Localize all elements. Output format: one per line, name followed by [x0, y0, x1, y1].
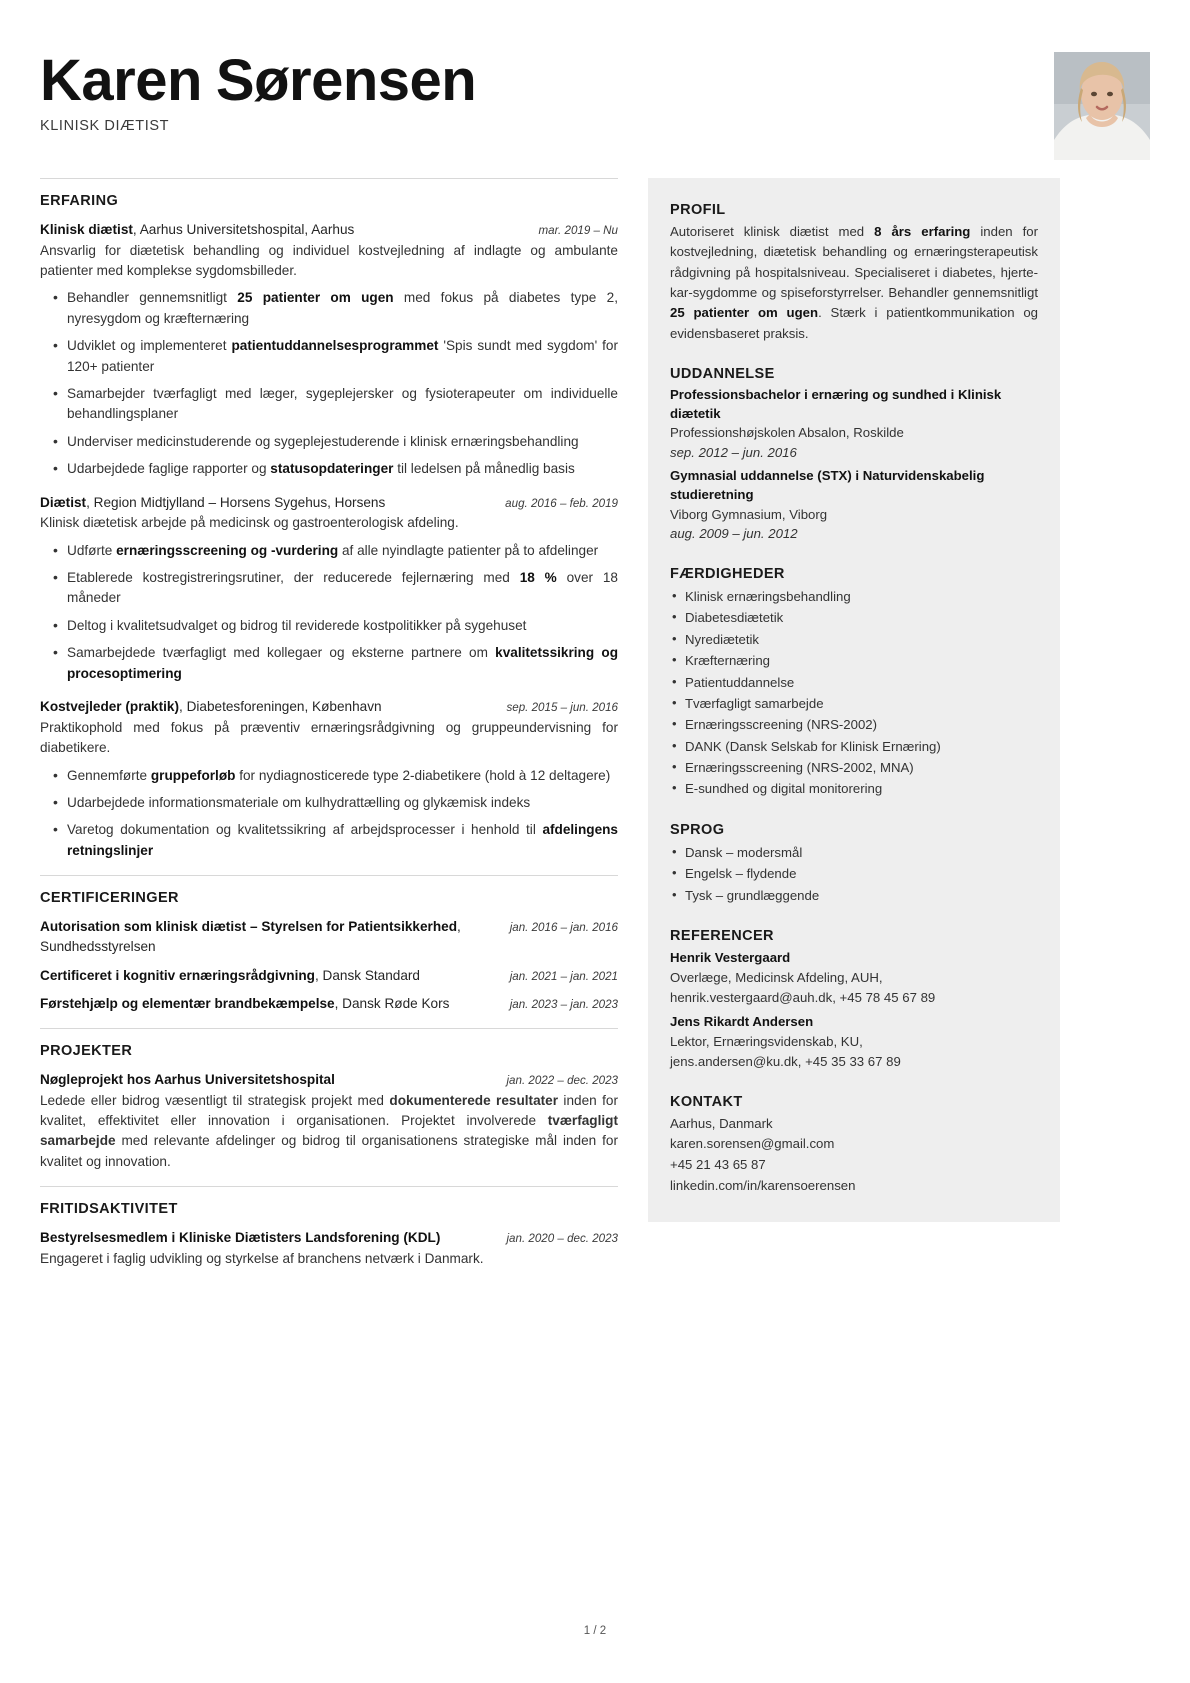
entry-description: Praktikophold med fokus på præventiv ernæringsrådgivning og gruppeundervisning for diabetikere. [40, 719, 618, 756]
reference-role: Overlæge, Medicinsk Afdeling, AUH, [670, 969, 883, 985]
contact-line: Aarhus, Danmark [670, 1115, 773, 1131]
entry-title: Autorisation som klinisk diætist – Styrelsen for Patientsikkerhed, Sundhedsstyrelsen [40, 919, 461, 954]
skill-item: • Diabetesdiætetik [670, 607, 1038, 628]
project-entry [40, 1070, 618, 1172]
emphasis: 18 % [519, 570, 557, 586]
list-item: • Udarbejdede faglige rapporter og statusopdateringer til ledelsen på månedlig basis [40, 459, 618, 479]
emphasis: dokumenterede resultater [389, 1092, 559, 1108]
skill-item: • Klinisk ernæringsbehandling [670, 586, 1038, 607]
project-entries [40, 1070, 618, 1172]
entry-description: Engageret i faglig udvikling og styrkelse af branchens netværk i Danmark. [40, 1250, 484, 1266]
contact-line: +45 21 43 65 87 [670, 1157, 766, 1172]
emphasis: afdelingens retningslinjer [67, 822, 618, 858]
skill-item: • Kræfternæring [670, 650, 1038, 671]
reference-contact: jens.andersen@ku.dk, +45 35 33 67 89 [670, 1053, 901, 1069]
entry-title-bold: Autorisation som klinisk diætist – Styrelsen for Patientsikkerhed [40, 919, 457, 935]
divider [40, 1186, 618, 1187]
section-heading-profil: PROFIL [670, 202, 726, 218]
cv-header [0, 0, 1190, 178]
reference-role: Lektor, Ernæringsvidenskab, KU, [670, 1033, 863, 1049]
emphasis: gruppeforløb [150, 767, 236, 783]
entry-title [40, 1070, 494, 1090]
language-item: • Tysk – grundlæggende [670, 885, 1038, 906]
language-item: • Engelsk – flydende [670, 863, 1038, 884]
entry-title: Kostvejleder (praktik), Diabetesforeningen, København [40, 699, 382, 715]
entry-header [40, 1228, 618, 1248]
section-profil [670, 202, 1038, 344]
education-date: aug. 2009 – jun. 2012 [670, 526, 798, 542]
skill-item: • Ernæringsscreening (NRS-2002) [670, 714, 1038, 735]
last-name: Sørensen [215, 48, 477, 113]
experience-entry [40, 493, 618, 684]
certification-entry [40, 917, 618, 956]
divider [40, 178, 618, 179]
entry-title-bold: Førstehjælp og elementær brandbekæmpelse [40, 996, 335, 1012]
emphasis: 25 patienter om ugen [670, 305, 819, 321]
section-heading-erfaring: ERFARING [40, 193, 119, 209]
section-erfaring [40, 193, 618, 861]
main-column [40, 178, 640, 1282]
education-institution: Viborg Gymnasium, Viborg [670, 506, 828, 522]
entry-bullet-list [40, 288, 618, 479]
entry-title: Klinisk diætist, Aarhus Universitetshospital, Aarhus [40, 222, 355, 237]
emphasis: 8 års erfaring [874, 224, 971, 239]
entry-title-bold: Klinisk diætist [40, 222, 133, 237]
entry-date: mar. 2019 – Nu [538, 224, 618, 237]
entry-description: Ledede eller bidrog væsentligt til strategisk projekt med dokumenterede resultater inden for kvalitet, effektivitet eller innovation i organisationen. Projektet involverede tværfagligt samarbejde med relevante afdelinger og bidrog til organisationens strategiske mål inden for kvalitet og innovation. [40, 1092, 618, 1169]
leisure-entry [40, 1228, 618, 1269]
education-title: Professionsbachelor i ernæring og sundhed i Klinisk diætetik [670, 386, 1002, 421]
emphasis: ernæringsscreening og -vurdering [116, 542, 339, 558]
skill-item: • Ernæringsscreening (NRS-2002, MNA) [670, 757, 1038, 778]
reference-contact: henrik.vestergaard@auh.dk, +45 78 45 67 89 [670, 989, 936, 1005]
section-uddannelse [670, 366, 1038, 544]
contact-line: karen.sorensen@gmail.com [670, 1136, 835, 1152]
list-item: • Udviklet og implementeret patientuddannelsesprogrammet 'Spis sundt med sygdom' for 120+ patienter [40, 336, 618, 377]
contact-line: linkedin.com/in/karensoerensen [670, 1177, 856, 1193]
reference-name: Jens Rikardt Andersen [670, 1013, 814, 1029]
page-number: 1 / 2 [583, 1625, 607, 1637]
skills-list [670, 586, 1038, 800]
entry-header [40, 994, 618, 1014]
certification-entries [40, 917, 618, 1014]
reference-entry [670, 948, 1038, 1008]
education-entry [670, 467, 1038, 544]
experience-entries [40, 220, 618, 861]
list-item: • Varetog dokumentation og kvalitetssikring af arbejdsprocesser i henhold til afdelingens retningslinjer [40, 820, 618, 861]
portrait-illustration [1054, 52, 1150, 160]
contact-lines [670, 1114, 1038, 1196]
certification-entry [40, 966, 618, 986]
section-heading-sprog: SPROG [670, 821, 725, 838]
cv-body [0, 178, 1190, 1282]
section-heading-kontakt: KONTAKT [670, 1093, 743, 1110]
emphasis: 25 patienter om ugen [237, 290, 394, 306]
first-name: Karen [40, 48, 202, 113]
section-sprog [670, 822, 1038, 906]
job-title-subtitle: KLINISK DIÆTIST [40, 118, 170, 134]
entry-title-bold: Nøgleprojekt hos Aarhus Universitetshospital [40, 1071, 335, 1087]
entry-date: sep. 2015 – jun. 2016 [506, 701, 618, 715]
entry-title-bold: Diætist [40, 494, 87, 510]
entry-title: Diætist, Region Midtjylland – Horsens Sygehus, Horsens [40, 494, 386, 510]
entry-header [40, 966, 618, 986]
emphasis: tværfagligt samarbejde [40, 1113, 618, 1149]
section-faerdigheder [670, 566, 1038, 800]
entry-date: jan. 2022 – dec. 2023 [506, 1073, 618, 1087]
emphasis: patientuddannelsesprogrammet [231, 338, 439, 354]
section-heading-faerdigheder: FÆRDIGHEDER [670, 566, 785, 583]
section-kontakt [670, 1094, 1038, 1196]
entry-date: jan. 2021 – jan. 2021 [509, 969, 618, 983]
education-entries [670, 386, 1038, 544]
entry-header [40, 697, 618, 717]
list-item: • Underviser medicinstuderende og sygeplejestuderende i klinisk ernæringsbehandling [40, 432, 618, 452]
entry-title-bold: Kostvejleder (praktik) [40, 699, 180, 715]
list-item: • Udførte ernæringsscreening og -vurdering af alle nyindlagte patienter på to afdelinger [40, 541, 618, 561]
emphasis: statusopdateringer [270, 461, 394, 477]
entry-description: Ansvarlig for diætetisk behandling og individuel kostvejledning af indlagte og ambulante patienter med komplekse sygdomsbilleder. [40, 242, 618, 279]
entry-header [40, 220, 618, 240]
skill-item: • Nyrediætetik [670, 629, 1038, 650]
languages-list [670, 842, 1038, 906]
list-item: • Samarbejder tværfagligt med læger, sygeplejersker og fysioterapeuter om individuelle behandlingsplaner [40, 384, 618, 425]
profile-text: Autoriseret klinisk diætist med 8 års erfaring inden for kostvejledning, diætetisk behandling og ernæringsterapeutisk rådgivning på hospitalsniveau. Specialiseret i diabetes, hjerte-kar-sygdomme og spiseforstyrrelser. Behandler gennemsnitligt 25 patienter om ugen. Stærk i patientkommunikation og evidensbaseret praksis. [670, 224, 1038, 341]
section-heading-projekter: PROJEKTER [40, 1042, 133, 1059]
entry-header [40, 1070, 618, 1090]
list-item: • Behandler gennemsnitligt 25 patienter om ugen med fokus på diabetes type 2, nyresygdom og kræfternæring [40, 288, 618, 329]
skill-item: • Patientuddannelse [670, 672, 1038, 693]
entry-title: Certificeret i kognitiv ernæringsrådgivning, Dansk Standard [40, 967, 420, 983]
skill-item: • Tværfagligt samarbejde [670, 693, 1038, 714]
emphasis: kvalitetssikring og procesoptimering [67, 645, 618, 681]
list-item: • Samarbejdede tværfagligt med kollegaer og eksterne partnere om kvalitetssikring og procesoptimering [40, 643, 618, 684]
language-item: • Dansk – modersmål [670, 842, 1038, 863]
experience-entry [40, 697, 618, 861]
reference-entry [670, 1012, 1038, 1072]
education-title: Gymnasial uddannelse (STX) i Naturvidenskabelig studieretning [670, 468, 985, 502]
page-title [40, 48, 1150, 113]
section-heading-fritidsaktivitet: FRITIDSAKTIVITET [40, 1201, 178, 1218]
skill-item: • DANK (Dansk Selskab for Klinisk Ernæring) [670, 736, 1038, 757]
entry-date: aug. 2016 – feb. 2019 [505, 496, 618, 510]
education-entry [670, 386, 1038, 463]
experience-entry [40, 220, 618, 480]
section-heading-certificeringer: CERTIFICERINGER [40, 890, 179, 907]
entry-bullet-list [40, 766, 618, 862]
entry-title: Førstehjælp og elementær brandbekæmpelse, Dansk Røde Kors [40, 996, 450, 1012]
avatar [1054, 52, 1150, 160]
reference-entries [670, 948, 1038, 1072]
entry-date: jan. 2023 – jan. 2023 [509, 998, 618, 1012]
list-item: • Gennemførte gruppeforløb for nydiagnosticerede type 2-diabetikere (hold à 12 deltagere) [40, 766, 618, 786]
section-heading-referencer: REFERENCER [670, 927, 774, 944]
certification-entry [40, 994, 618, 1014]
divider [40, 875, 618, 876]
reference-name: Henrik Vestergaard [670, 949, 791, 965]
section-referencer [670, 928, 1038, 1072]
section-certificeringer [40, 890, 618, 1014]
entry-title-bold: Certificeret i kognitiv ernæringsrådgivning [40, 967, 315, 983]
entry-title-bold: Bestyrelsesmedlem i Kliniske Diætisters Landsforening (KDL) [40, 1230, 441, 1246]
list-item: • Etablerede kostregistreringsrutiner, der reducerede fejlernæring med 18 % over 18 måneder [40, 568, 618, 609]
list-item: • Deltog i kvalitetsudvalget og bidrog til reviderede kostpolitikker på sygehuset [40, 616, 618, 636]
entry-description: Klinisk diætetisk arbejde på medicinsk og gastroenterologisk afdeling. [40, 515, 459, 531]
section-fritidsaktivitet [40, 1201, 618, 1269]
leisure-entries [40, 1228, 618, 1269]
entry-bullet-list [40, 541, 618, 684]
list-item: • Udarbejdede informationsmateriale om kulhydrattælling og glykæmisk indeks [40, 793, 618, 813]
section-heading-uddannelse: UDDANNELSE [670, 365, 775, 382]
entry-date: jan. 2016 – jan. 2016 [509, 921, 618, 935]
entry-date: jan. 2020 – dec. 2023 [506, 1232, 618, 1246]
entry-header [40, 917, 618, 956]
entry-header [40, 493, 618, 513]
skill-item: • E-sundhed og digital monitorering [670, 778, 1038, 799]
education-date: sep. 2012 – jun. 2016 [670, 445, 797, 461]
section-projekter [40, 1043, 618, 1172]
sidebar-column [648, 178, 1060, 1222]
education-institution: Professionshøjskolen Absalon, Roskilde [670, 425, 904, 441]
entry-title [40, 1228, 494, 1248]
divider [40, 1028, 618, 1029]
